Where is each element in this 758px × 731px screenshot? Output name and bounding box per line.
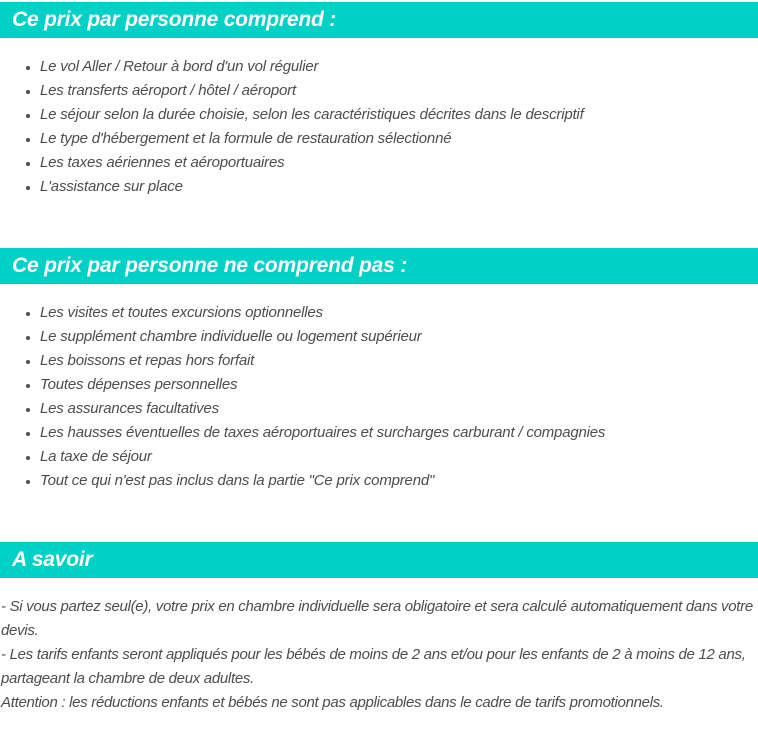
list-item: • Le supplément chambre individuelle ou logement supérieur	[40, 325, 758, 349]
list-item: • Les taxes aériennes et aéroportuaires	[40, 151, 758, 175]
section-header-includes	[0, 2, 758, 38]
list-item: • Le séjour selon la durée choisie, selon les caractéristiques décrites dans le descriptif	[40, 103, 758, 127]
section-header-good-to-know	[0, 542, 758, 578]
good-to-know-text	[0, 595, 758, 715]
list-item: • Tout ce qui n'est pas inclus dans la partie "Ce prix comprend"	[40, 469, 758, 493]
info-paragraph-child-rates: - Les tarifs enfants seront appliqués pour les bébés de moins de 2 ans et/ou pour les enfants de 2 à moins de 12 ans, partageant la chambre de deux adultes.	[1, 646, 746, 687]
list-item: • Les assurances facultatives	[40, 397, 758, 421]
excludes-list	[0, 301, 758, 493]
section-price-includes	[0, 2, 758, 199]
list-item: • L'assistance sur place	[40, 175, 758, 199]
includes-list	[0, 55, 758, 199]
section-title-excludes: Ce prix par personne ne comprend pas :	[12, 254, 407, 277]
section-good-to-know	[0, 542, 758, 715]
list-item: • Le vol Aller / Retour à bord d'un vol régulier	[40, 55, 758, 79]
list-item: • Toutes dépenses personnelles	[40, 373, 758, 397]
section-header-excludes	[0, 248, 758, 284]
section-title-includes: Ce prix par personne comprend :	[12, 8, 337, 31]
section-title-good-to-know: A savoir	[12, 548, 93, 571]
list-item: • Le type d'hébergement et la formule de restauration sélectionné	[40, 127, 758, 151]
list-item: • Les boissons et repas hors forfait	[40, 349, 758, 373]
info-paragraph-promo-warning: Attention : les réductions enfants et bébés ne sont pas applicables dans le cadre de tarifs promotionnels.	[1, 694, 664, 711]
list-item: • La taxe de séjour	[40, 445, 758, 469]
list-item: • Les transferts aéroport / hôtel / aéroport	[40, 79, 758, 103]
list-item: • Les hausses éventuelles de taxes aéroportuaires et surcharges carburant / compagnies	[40, 421, 758, 445]
list-item: • Les visites et toutes excursions optionnelles	[40, 301, 758, 325]
section-price-excludes	[0, 248, 758, 493]
info-paragraph-single-room: - Si vous partez seul(e), votre prix en chambre individuelle sera obligatoire et sera calculé automatiquement dans votre devis.	[1, 598, 753, 639]
